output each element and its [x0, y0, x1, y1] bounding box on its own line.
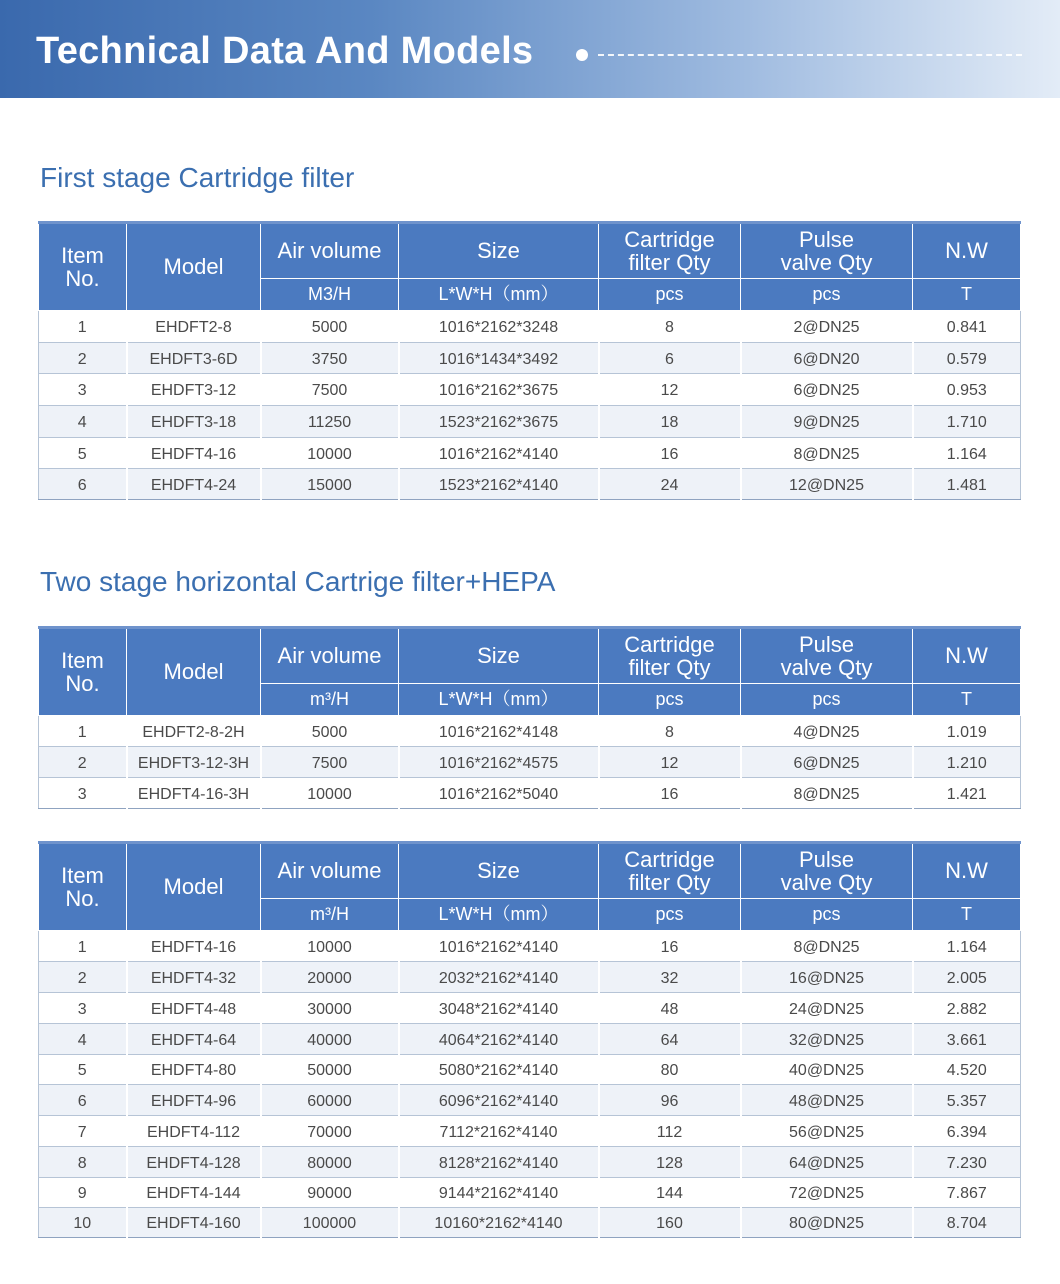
unit-nw: T — [913, 279, 1021, 311]
cell-pulse-qty: 24@DN25 — [741, 993, 913, 1024]
cell-pulse-qty: 56@DN25 — [741, 1116, 913, 1147]
table-body — [39, 931, 1021, 1238]
cell-model: EHDFT4-16 — [127, 931, 261, 962]
cell-cartridge-qty: 6 — [599, 343, 741, 374]
header-item-no: Item No. — [39, 843, 127, 931]
table-row — [39, 1024, 1021, 1055]
two-stage-table — [38, 626, 1021, 809]
table-row — [39, 343, 1021, 374]
cell-size: 9144*2162*4140 — [399, 1178, 599, 1208]
cell-air-volume: 10000 — [261, 438, 399, 469]
header-model: Model — [127, 223, 261, 311]
cell-size: 1016*2162*4148 — [399, 716, 599, 747]
cell-item-no: 2 — [39, 747, 127, 778]
cell-pulse-qty: 8@DN25 — [741, 778, 913, 809]
cell-cartridge-qty: 160 — [599, 1208, 741, 1238]
cell-pulse-qty: 2@DN25 — [741, 311, 913, 343]
cell-item-no: 5 — [39, 1055, 127, 1085]
cell-cartridge-qty: 8 — [599, 311, 741, 343]
cell-model: EHDFT4-160 — [127, 1208, 261, 1238]
cell-model: EHDFT4-16 — [127, 438, 261, 469]
table-row — [39, 1055, 1021, 1085]
cell-cartridge-qty: 16 — [599, 931, 741, 962]
cell-cartridge-qty: 80 — [599, 1055, 741, 1085]
cell-air-volume: 11250 — [261, 406, 399, 438]
cell-item-no: 10 — [39, 1208, 127, 1238]
cell-nw: 1.019 — [913, 716, 1021, 747]
cell-pulse-qty: 40@DN25 — [741, 1055, 913, 1085]
cell-item-no: 8 — [39, 1147, 127, 1178]
cell-size: 8128*2162*4140 — [399, 1147, 599, 1178]
unit-pulse: pcs — [741, 899, 913, 931]
cell-model: EHDFT3-18 — [127, 406, 261, 438]
cell-cartridge-qty: 12 — [599, 747, 741, 778]
cell-item-no: 2 — [39, 343, 127, 374]
cell-air-volume: 5000 — [261, 311, 399, 343]
cell-cartridge-qty: 16 — [599, 438, 741, 469]
cell-size: 1016*2162*4140 — [399, 931, 599, 962]
cell-pulse-qty: 4@DN25 — [741, 716, 913, 747]
cell-item-no: 3 — [39, 374, 127, 406]
cell-nw: 7.867 — [913, 1178, 1021, 1208]
cell-nw: 2.005 — [913, 962, 1021, 993]
cell-cartridge-qty: 24 — [599, 469, 741, 500]
cell-nw: 4.520 — [913, 1055, 1021, 1085]
cell-pulse-qty: 6@DN20 — [741, 343, 913, 374]
cell-air-volume: 3750 — [261, 343, 399, 374]
cell-nw: 1.421 — [913, 778, 1021, 809]
section-title-first-stage: First stage Cartridge filter — [40, 162, 355, 193]
cell-item-no: 4 — [39, 1024, 127, 1055]
cell-pulse-qty: 16@DN25 — [741, 962, 913, 993]
header-cartridge-qty: Cartridge filter Qty — [599, 628, 741, 684]
cell-size: 1016*2162*5040 — [399, 778, 599, 809]
cell-air-volume: 7500 — [261, 374, 399, 406]
cell-cartridge-qty: 16 — [599, 778, 741, 809]
cell-model: EHDFT4-144 — [127, 1178, 261, 1208]
cell-air-volume: 90000 — [261, 1178, 399, 1208]
header-row — [39, 223, 1021, 279]
cell-size: 2032*2162*4140 — [399, 962, 599, 993]
cell-cartridge-qty: 128 — [599, 1147, 741, 1178]
cell-model: EHDFT2-8-2H — [127, 716, 261, 747]
section-title-two-stage: Two stage horizontal Cartrige filter+HEPA — [40, 566, 556, 597]
cell-pulse-qty: 12@DN25 — [741, 469, 913, 500]
cell-air-volume: 70000 — [261, 1116, 399, 1147]
cell-air-volume: 5000 — [261, 716, 399, 747]
cell-item-no: 9 — [39, 1178, 127, 1208]
cell-item-no: 3 — [39, 778, 127, 809]
cell-nw: 1.164 — [913, 931, 1021, 962]
unit-nw: T — [913, 899, 1021, 931]
cell-model: EHDFT3-6D — [127, 343, 261, 374]
cell-nw: 0.841 — [913, 311, 1021, 343]
cell-model: EHDFT4-80 — [127, 1055, 261, 1085]
banner-dashed-line — [598, 54, 1022, 56]
cell-air-volume: 30000 — [261, 993, 399, 1024]
unit-nw: T — [913, 684, 1021, 716]
cell-nw: 8.704 — [913, 1208, 1021, 1238]
cell-item-no: 1 — [39, 311, 127, 343]
cell-air-volume: 80000 — [261, 1147, 399, 1178]
header-cartridge-qty: Cartridge filter Qty — [599, 223, 741, 279]
header-size: Size — [399, 223, 599, 279]
header-banner — [0, 0, 1060, 98]
cell-nw: 7.230 — [913, 1147, 1021, 1178]
cell-model: EHDFT4-96 — [127, 1085, 261, 1116]
table-row — [39, 962, 1021, 993]
cell-size: 1523*2162*3675 — [399, 406, 599, 438]
cell-cartridge-qty: 48 — [599, 993, 741, 1024]
cell-model: EHDFT4-48 — [127, 993, 261, 1024]
cell-item-no: 5 — [39, 438, 127, 469]
table-row — [39, 778, 1021, 809]
cell-item-no: 1 — [39, 931, 127, 962]
header-cartridge-qty: Cartridge filter Qty — [599, 843, 741, 899]
header-row — [39, 843, 1021, 899]
cell-size: 1016*2162*3248 — [399, 311, 599, 343]
cell-cartridge-qty: 12 — [599, 374, 741, 406]
unit-pulse: pcs — [741, 684, 913, 716]
cell-size: 6096*2162*4140 — [399, 1085, 599, 1116]
cell-model: EHDFT4-112 — [127, 1116, 261, 1147]
table-row — [39, 1178, 1021, 1208]
header-pulse-qty: Pulse valve Qty — [741, 628, 913, 684]
cell-model: EHDFT4-128 — [127, 1147, 261, 1178]
cell-size: 5080*2162*4140 — [399, 1055, 599, 1085]
header-nw: N.W — [913, 843, 1021, 899]
unit-pulse: pcs — [741, 279, 913, 311]
table-body — [39, 311, 1021, 500]
header-air-volume: Air volume — [261, 628, 399, 684]
cell-pulse-qty: 64@DN25 — [741, 1147, 913, 1178]
cell-air-volume: 50000 — [261, 1055, 399, 1085]
header-nw: N.W — [913, 223, 1021, 279]
table-header — [39, 843, 1021, 931]
cell-pulse-qty: 6@DN25 — [741, 374, 913, 406]
cell-size: 1016*2162*4140 — [399, 438, 599, 469]
cell-cartridge-qty: 112 — [599, 1116, 741, 1147]
cell-cartridge-qty: 8 — [599, 716, 741, 747]
page-title: Technical Data And Models — [36, 30, 534, 72]
table-row — [39, 1147, 1021, 1178]
table-row — [39, 406, 1021, 438]
unit-cartridge: pcs — [599, 684, 741, 716]
cell-item-no: 7 — [39, 1116, 127, 1147]
cell-size: 4064*2162*4140 — [399, 1024, 599, 1055]
cell-air-volume: 7500 — [261, 747, 399, 778]
cell-cartridge-qty: 64 — [599, 1024, 741, 1055]
table-header — [39, 223, 1021, 311]
header-model: Model — [127, 843, 261, 931]
unit-cartridge: pcs — [599, 279, 741, 311]
table-row — [39, 1208, 1021, 1238]
cell-model: EHDFT4-64 — [127, 1024, 261, 1055]
table-header — [39, 628, 1021, 716]
cell-item-no: 6 — [39, 1085, 127, 1116]
cell-pulse-qty: 6@DN25 — [741, 747, 913, 778]
cell-size: 10160*2162*4140 — [399, 1208, 599, 1238]
cell-model: EHDFT4-16-3H — [127, 778, 261, 809]
large-model-table — [38, 841, 1021, 1238]
cell-model: EHDFT3-12 — [127, 374, 261, 406]
header-air-volume: Air volume — [261, 223, 399, 279]
unit-air-volume: M3/H — [261, 279, 399, 311]
cell-pulse-qty: 9@DN25 — [741, 406, 913, 438]
table-row — [39, 438, 1021, 469]
unit-air-volume: m³/H — [261, 684, 399, 716]
cell-nw: 3.661 — [913, 1024, 1021, 1055]
header-size: Size — [399, 843, 599, 899]
cell-air-volume: 20000 — [261, 962, 399, 993]
cell-cartridge-qty: 18 — [599, 406, 741, 438]
cell-size: 1016*2162*4575 — [399, 747, 599, 778]
header-nw: N.W — [913, 628, 1021, 684]
cell-model: EHDFT4-24 — [127, 469, 261, 500]
table-row — [39, 311, 1021, 343]
cell-item-no: 1 — [39, 716, 127, 747]
cell-air-volume: 10000 — [261, 778, 399, 809]
cell-nw: 5.357 — [913, 1085, 1021, 1116]
unit-cartridge: pcs — [599, 899, 741, 931]
cell-size: 7112*2162*4140 — [399, 1116, 599, 1147]
cell-model: EHDFT4-32 — [127, 962, 261, 993]
cell-air-volume: 40000 — [261, 1024, 399, 1055]
unit-size: L*W*H（mm） — [399, 279, 599, 311]
cell-pulse-qty: 80@DN25 — [741, 1208, 913, 1238]
header-pulse-qty: Pulse valve Qty — [741, 843, 913, 899]
cell-size: 1016*1434*3492 — [399, 343, 599, 374]
table-row — [39, 374, 1021, 406]
cell-cartridge-qty: 32 — [599, 962, 741, 993]
cell-item-no: 4 — [39, 406, 127, 438]
cell-item-no: 6 — [39, 469, 127, 500]
table-row — [39, 993, 1021, 1024]
header-row — [39, 628, 1021, 684]
cell-air-volume: 15000 — [261, 469, 399, 500]
cell-pulse-qty: 32@DN25 — [741, 1024, 913, 1055]
cell-air-volume: 100000 — [261, 1208, 399, 1238]
table-row — [39, 1116, 1021, 1147]
cell-pulse-qty: 8@DN25 — [741, 931, 913, 962]
cell-nw: 1.481 — [913, 469, 1021, 500]
cell-pulse-qty: 48@DN25 — [741, 1085, 913, 1116]
first-stage-table — [38, 221, 1021, 500]
banner-dot-decoration — [576, 49, 588, 61]
cell-nw: 1.210 — [913, 747, 1021, 778]
table-row — [39, 747, 1021, 778]
unit-size: L*W*H（mm） — [399, 899, 599, 931]
header-size: Size — [399, 628, 599, 684]
unit-size: L*W*H（mm） — [399, 684, 599, 716]
cell-size: 1523*2162*4140 — [399, 469, 599, 500]
cell-item-no: 3 — [39, 993, 127, 1024]
cell-nw: 1.710 — [913, 406, 1021, 438]
cell-nw: 6.394 — [913, 1116, 1021, 1147]
table-body — [39, 716, 1021, 809]
cell-size: 1016*2162*3675 — [399, 374, 599, 406]
cell-model: EHDFT3-12-3H — [127, 747, 261, 778]
table-row — [39, 716, 1021, 747]
cell-nw: 0.579 — [913, 343, 1021, 374]
unit-air-volume: m³/H — [261, 899, 399, 931]
cell-air-volume: 60000 — [261, 1085, 399, 1116]
table-row — [39, 469, 1021, 500]
cell-size: 3048*2162*4140 — [399, 993, 599, 1024]
cell-cartridge-qty: 96 — [599, 1085, 741, 1116]
header-pulse-qty: Pulse valve Qty — [741, 223, 913, 279]
header-model: Model — [127, 628, 261, 716]
cell-item-no: 2 — [39, 962, 127, 993]
cell-cartridge-qty: 144 — [599, 1178, 741, 1208]
table-row — [39, 931, 1021, 962]
cell-nw: 1.164 — [913, 438, 1021, 469]
header-item-no: Item No. — [39, 628, 127, 716]
table-row — [39, 1085, 1021, 1116]
cell-nw: 2.882 — [913, 993, 1021, 1024]
cell-air-volume: 10000 — [261, 931, 399, 962]
cell-pulse-qty: 8@DN25 — [741, 438, 913, 469]
cell-model: EHDFT2-8 — [127, 311, 261, 343]
cell-pulse-qty: 72@DN25 — [741, 1178, 913, 1208]
header-item-no: Item No. — [39, 223, 127, 311]
header-air-volume: Air volume — [261, 843, 399, 899]
cell-nw: 0.953 — [913, 374, 1021, 406]
